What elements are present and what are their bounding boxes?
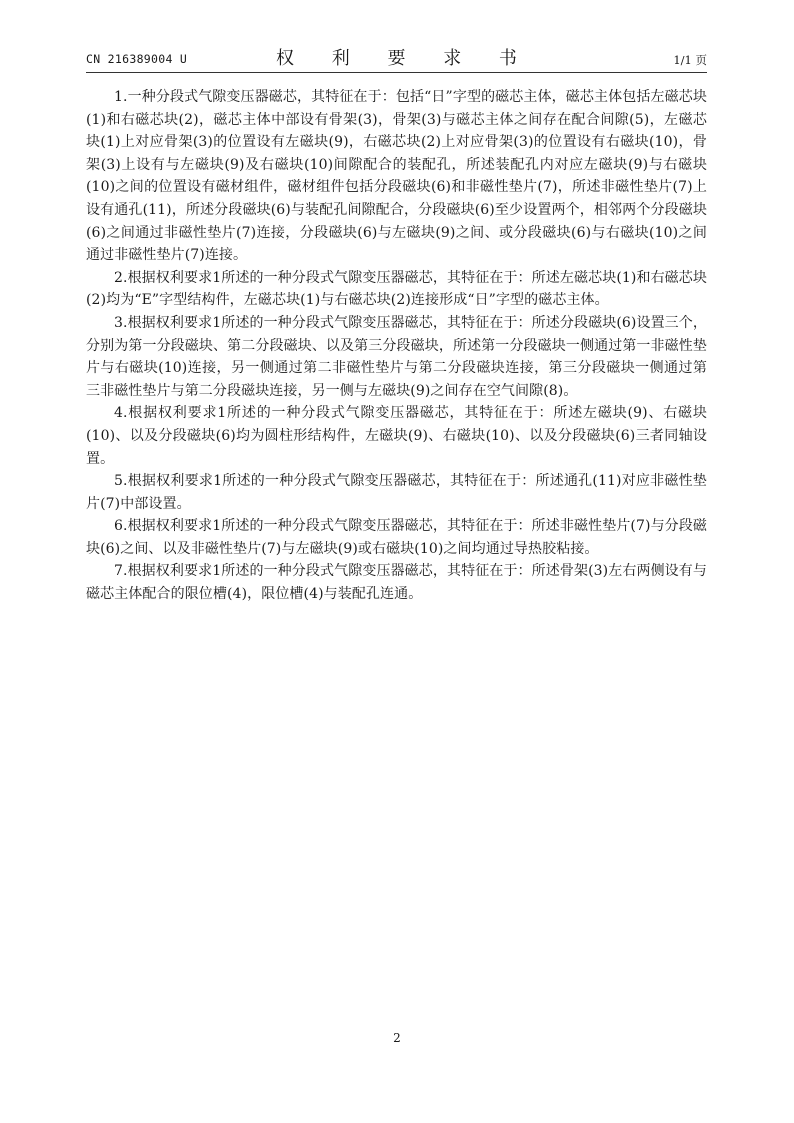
page-number: 2 [393, 1031, 401, 1045]
claim-7: 7.根据权利要求1所述的一种分段式气隙变压器磁芯，其特征在于：所述骨架(3)左右两侧设有与磁芯主体配合的限位槽(4)，限位槽(4)与装配孔连通。 [86, 563, 707, 603]
claim-5: 5.根据权利要求1所述的一种分段式气隙变压器磁芯，其特征在于：所述通孔(11)对应非磁性垫片(7)中部设置。 [86, 473, 707, 512]
header-divider [86, 72, 707, 73]
claim-2: 2.根据权利要求1所述的一种分段式气隙变压器磁芯，其特征在于：所述左磁芯块(1)和右磁芯块(2)均为“E”字型结构件，左磁芯块(1)与右磁芯块(2)连接形成“日”字型的磁芯主体。 [86, 269, 707, 309]
claims-body [86, 86, 707, 606]
patent-number: CN 216389004 U [86, 52, 188, 66]
claim-3: 3.根据权利要求1所述的一种分段式气隙变压器磁芯，其特征在于：所述分段磁块(6)设置三个，分别为第一分段磁块、第二分段磁块、以及第三分段磁块，所述第一分段磁块一侧通过第一非磁性垫片与右磁块(10)连接，另一侧通过第二非磁性垫片与第二分段磁块连接，第三分段磁块一侧通过第三非磁性垫片与第二分段磁块连接，另一侧与左磁块(9)之间存在空气间隙(8)。 [86, 314, 707, 399]
claim-4: 4.根据权利要求1所述的一种分段式气隙变压器磁芯，其特征在于：所述左磁块(9)、右磁块(10)、以及分段磁块(6)均为圆柱形结构件，左磁块(9)、右磁块(10)、以及分段磁块(6)三者同轴设置。 [86, 405, 707, 467]
page-count: 1/1 页 [673, 53, 707, 67]
document-title: 权 利 要 求 书 [276, 48, 533, 69]
page-header [86, 44, 707, 72]
claim-1: 1.一种分段式气隙变压器磁芯，其特征在于：包括“日”字型的磁芯主体，磁芯主体包括左磁芯块(1)和右磁芯块(2)，磁芯主体中部设有骨架(3)，骨架(3)与磁芯主体之间存在配合间隙(5)，左磁芯块(1)上对应骨架(3)的位置设有左磁块(9)，右磁芯块(2)上对应骨架(3)的位置设有右磁块(10)，骨架(3)上设有与左磁块(9)及右磁块(10)间隙配合的装配孔，所述装配孔内对应左磁块(9)与右磁块(10)之间的位置设有磁材组件，磁材组件包括分段磁块(6)和非磁性垫片(7)，所述非磁性垫片(7)上设有通孔(11)，所述分段磁块(6)与装配孔间隙配合，分段磁块(6)至少设置两个，相邻两个分段磁块(6)之间通过非磁性垫片(7)连接，分段磁块(6)与左磁块(9)之间、或分段磁块(6)与右磁块(10)之间通过非磁性垫片(7)连接。 [86, 89, 707, 264]
claim-6: 6.根据权利要求1所述的一种分段式气隙变压器磁芯，其特征在于：所述非磁性垫片(7)与分段磁块(6)之间、以及非磁性垫片(7)与左磁块(9)或右磁块(10)之间均通过导热胶粘接。 [86, 518, 707, 557]
